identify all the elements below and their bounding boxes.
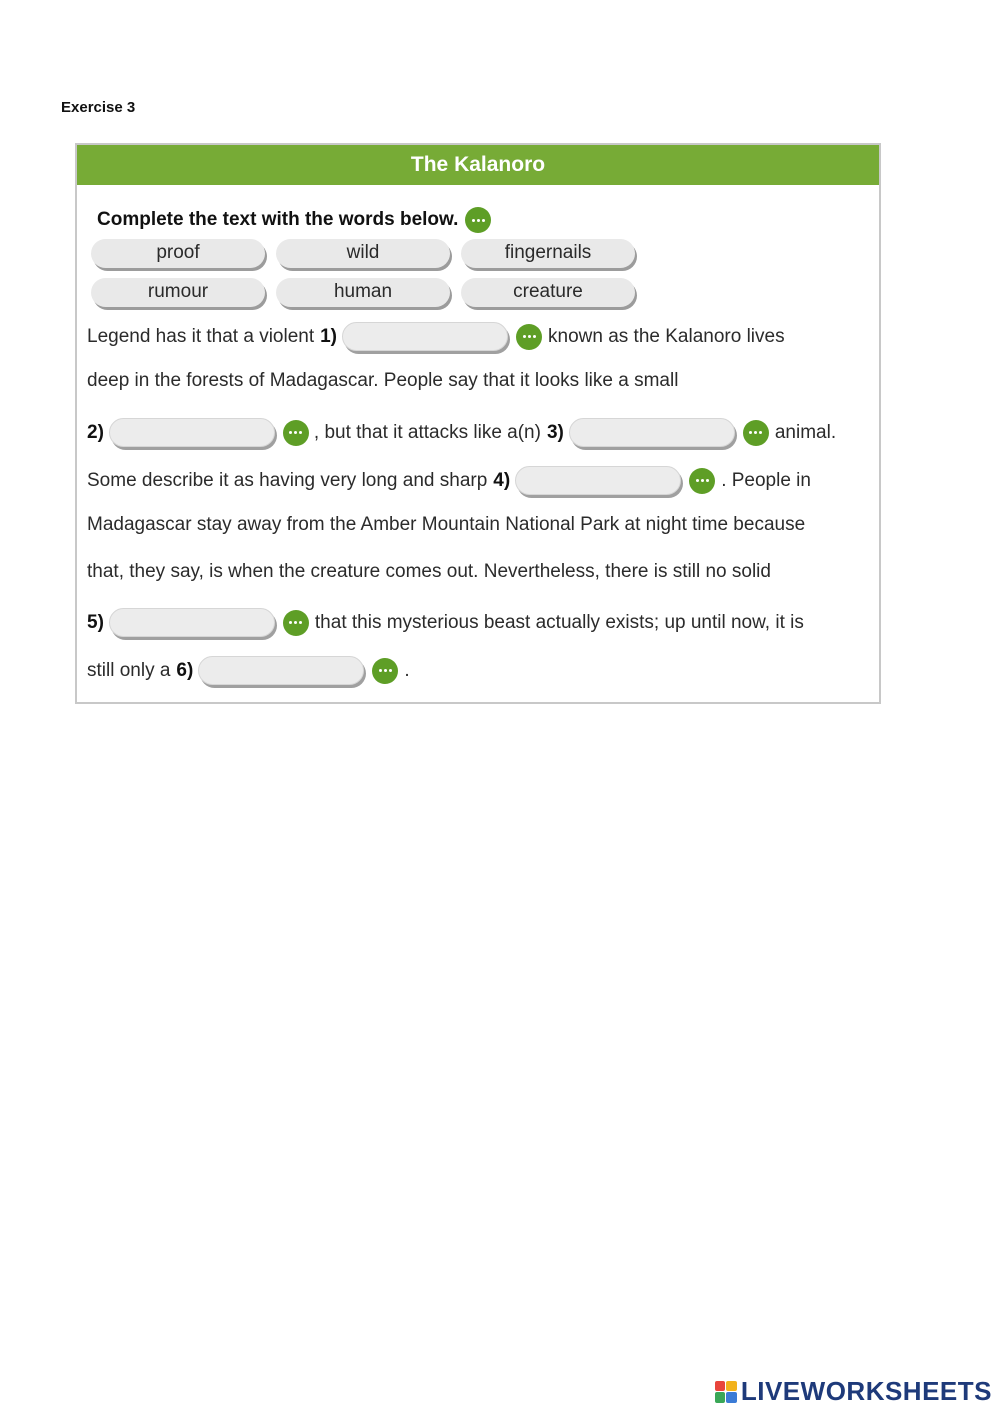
exercise-label: Exercise 3	[61, 99, 136, 116]
text-segment: .	[404, 659, 410, 681]
text-segment: known as the Kalanoro lives	[548, 325, 785, 347]
text-segment: still only a	[87, 659, 171, 681]
options-icon[interactable]	[465, 207, 491, 233]
text-line-4	[87, 466, 811, 495]
text-line-3	[87, 418, 836, 447]
text-segment: Legend has it that a violent	[87, 325, 315, 347]
text-segment: , but that it attacks like a(n)	[313, 421, 541, 443]
instruction-text: Complete the text with the words below.	[97, 209, 459, 230]
gap-number-5: 5)	[87, 611, 104, 633]
text-line-5	[87, 514, 805, 536]
gap-number-6: 6)	[176, 659, 194, 681]
word-chip-fingernails[interactable]: fingernails	[461, 239, 635, 268]
text-line-6	[87, 561, 771, 583]
gap-number-2: 2)	[87, 421, 104, 443]
text-segment: Some describe it as having very long and sharp	[87, 469, 488, 491]
word-chip-rumour[interactable]: rumour	[91, 278, 265, 307]
text-segment: animal.	[774, 421, 837, 443]
card-title: The Kalanoro	[77, 145, 879, 185]
exercise-card	[75, 143, 881, 704]
liveworksheets-logo	[715, 1376, 992, 1407]
answer-blank-3[interactable]	[569, 418, 735, 447]
text-line-7	[87, 608, 804, 637]
word-chip-human[interactable]: human	[276, 278, 450, 307]
answer-blank-2[interactable]	[109, 418, 275, 447]
gap-number-4: 4)	[493, 469, 511, 491]
options-icon[interactable]	[516, 324, 542, 350]
text-segment: that, they say, is when the creature comes out. Nevertheless, there is still no solid	[87, 561, 771, 582]
options-icon[interactable]	[283, 420, 309, 446]
word-chip-proof[interactable]: proof	[91, 239, 265, 268]
answer-blank-6[interactable]	[198, 656, 364, 685]
options-icon[interactable]	[689, 468, 715, 494]
text-line-8	[87, 656, 410, 685]
answer-blank-4[interactable]	[515, 466, 681, 495]
options-icon[interactable]	[743, 420, 769, 446]
word-chip-creature[interactable]: creature	[461, 278, 635, 307]
logo-text: LIVEWORKSHEETS	[740, 1376, 992, 1406]
gap-number-3: 3)	[546, 421, 564, 443]
text-segment: deep in the forests of Madagascar. People say that it looks like a small	[87, 370, 679, 391]
text-segment: . People in	[721, 469, 811, 491]
options-icon[interactable]	[372, 658, 398, 684]
options-icon[interactable]	[283, 610, 309, 636]
text-line-1	[87, 322, 785, 351]
gap-number-1: 1)	[320, 325, 338, 347]
word-chip-wild[interactable]: wild	[276, 239, 450, 268]
logo-mark-icon	[715, 1381, 737, 1403]
text-segment: that this mysterious beast actually exists; up until now, it is	[314, 611, 804, 633]
text-line-2	[87, 370, 678, 392]
answer-blank-1[interactable]	[342, 322, 508, 351]
instruction	[97, 207, 491, 233]
text-segment: Madagascar stay away from the Amber Mountain National Park at night time because	[87, 514, 806, 535]
answer-blank-5[interactable]	[109, 608, 275, 637]
